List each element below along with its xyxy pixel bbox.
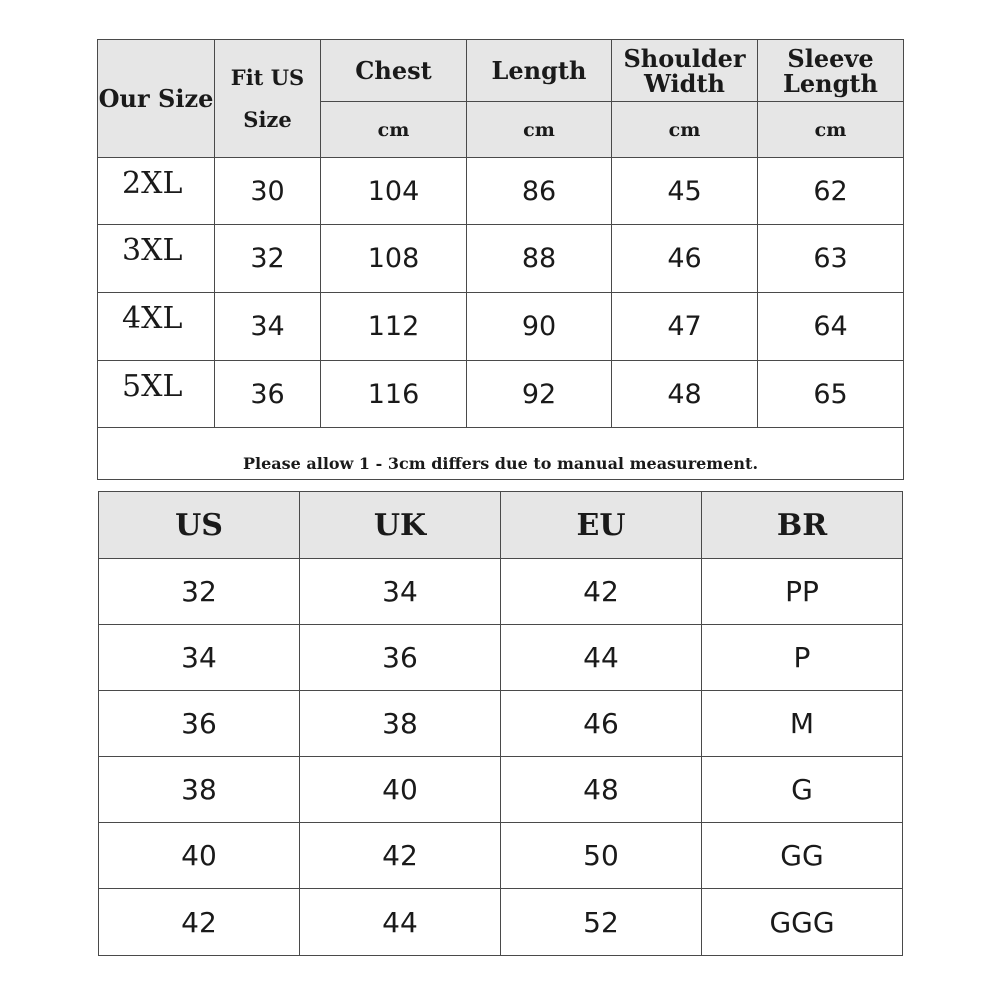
header-us: US	[99, 492, 300, 559]
sleeve-value: 63	[758, 225, 904, 293]
shoulder-value: 47	[612, 293, 758, 361]
uk-value: 42	[300, 823, 501, 889]
header-shoulder-line1: Shoulder	[623, 43, 746, 73]
br-value: PP	[702, 559, 903, 625]
uk-value: 34	[300, 559, 501, 625]
fit-us-value: 30	[215, 158, 321, 225]
uk-value: 44	[300, 889, 501, 956]
eu-value: 48	[501, 757, 702, 823]
eu-value: 42	[501, 559, 702, 625]
eu-value: 50	[501, 823, 702, 889]
br-value: G	[702, 757, 903, 823]
header-fit-us-line2: Size	[243, 106, 292, 132]
size-label: 5XL	[98, 361, 215, 428]
conversion-row	[99, 889, 903, 956]
fit-us-value: 36	[215, 361, 321, 428]
unit-shoulder: cm	[612, 102, 758, 158]
size-label: 3XL	[98, 225, 215, 293]
uk-value: 40	[300, 757, 501, 823]
length-value: 90	[467, 293, 612, 361]
length-value: 86	[467, 158, 612, 225]
unit-sleeve: cm	[758, 102, 904, 158]
header-sleeve-line2: Length	[783, 68, 878, 98]
size-chart-table	[97, 39, 904, 480]
size-row	[98, 225, 904, 293]
header-sleeve-length	[758, 40, 904, 102]
header-chest: Chest	[321, 40, 467, 102]
size-label: 4XL	[98, 293, 215, 361]
length-value: 88	[467, 225, 612, 293]
us-value: 34	[99, 625, 300, 691]
us-value: 32	[99, 559, 300, 625]
shoulder-value: 46	[612, 225, 758, 293]
measurement-note: Please allow 1 - 3cm differs due to manual measurement.	[98, 428, 904, 480]
chest-value: 116	[321, 361, 467, 428]
br-value: GG	[702, 823, 903, 889]
conversion-row	[99, 625, 903, 691]
size-row	[98, 293, 904, 361]
sleeve-value: 64	[758, 293, 904, 361]
header-shoulder-width	[612, 40, 758, 102]
header-eu: EU	[501, 492, 702, 559]
uk-value: 38	[300, 691, 501, 757]
us-value: 36	[99, 691, 300, 757]
size-conversion-table	[98, 491, 903, 956]
sleeve-value: 62	[758, 158, 904, 225]
uk-value: 36	[300, 625, 501, 691]
fit-us-value: 34	[215, 293, 321, 361]
header-fit-us-size	[215, 40, 321, 158]
eu-value: 52	[501, 889, 702, 956]
br-value: GGG	[702, 889, 903, 956]
header-our-size: Our Size	[98, 40, 215, 158]
br-value: P	[702, 625, 903, 691]
shoulder-value: 48	[612, 361, 758, 428]
header-length: Length	[467, 40, 612, 102]
length-value: 92	[467, 361, 612, 428]
header-sleeve-line1: Sleeve	[787, 43, 874, 73]
size-label: 2XL	[98, 158, 215, 225]
chest-value: 104	[321, 158, 467, 225]
br-value: M	[702, 691, 903, 757]
conversion-row	[99, 691, 903, 757]
sleeve-value: 65	[758, 361, 904, 428]
conversion-row	[99, 823, 903, 889]
fit-us-value: 32	[215, 225, 321, 293]
size-row	[98, 361, 904, 428]
conversion-row	[99, 757, 903, 823]
unit-chest: cm	[321, 102, 467, 158]
header-uk: UK	[300, 492, 501, 559]
header-fit-us-line1: Fit US	[230, 64, 305, 90]
chest-value: 112	[321, 293, 467, 361]
chest-value: 108	[321, 225, 467, 293]
header-shoulder-line2: Width	[644, 68, 725, 98]
eu-value: 44	[501, 625, 702, 691]
unit-length: cm	[467, 102, 612, 158]
header-br: BR	[702, 492, 903, 559]
conversion-row	[99, 559, 903, 625]
size-row	[98, 158, 904, 225]
us-value: 42	[99, 889, 300, 956]
us-value: 40	[99, 823, 300, 889]
us-value: 38	[99, 757, 300, 823]
shoulder-value: 45	[612, 158, 758, 225]
eu-value: 46	[501, 691, 702, 757]
